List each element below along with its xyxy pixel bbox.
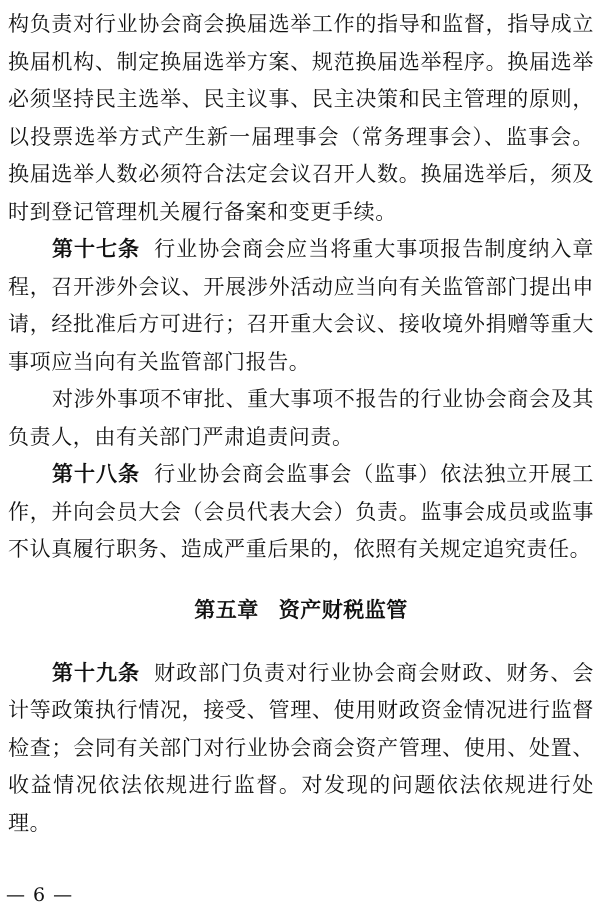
page-number: — 6 —: [6, 884, 74, 906]
article-18-label: 第十八条: [52, 462, 141, 486]
article-18-text: 行业协会商会监事会（监事）依法独立开展工作，并向会员大会（会员代表大会）负责。监事会成员或监事不认真履行职务、造成严重后果的，依照有关规定追究责任。: [8, 462, 595, 561]
chapter-number: 第五章: [194, 597, 259, 622]
article-17-label: 第十七条: [52, 237, 141, 261]
chapter-heading: [8, 595, 594, 625]
document-page: [8, 6, 594, 842]
paragraph-accountability: 对涉外事项不审批、重大事项不报告的行业协会商会及其负责人，由有关部门严肃追责问责。: [8, 387, 594, 449]
chapter-title: 资产财税监管: [278, 597, 408, 622]
article-17-text: 行业协会商会应当将重大事项报告制度纳入章程，召开涉外会议、开展涉外活动应当向有关监管部门提出申请，经批准后方可进行；召开重大会议、接收境外捐赠等重大事项应当向有关监管部门报告。: [8, 237, 595, 374]
article-18: [8, 456, 594, 569]
article-19-label: 第十九条: [52, 660, 141, 685]
article-17: [8, 231, 594, 381]
article-19-text: 财政部门负责对行业协会商会财政、财务、会计等政策执行情况，接受、管理、使用财政资金情况进行监督检查；会同有关部门对行业协会商会资产管理、使用、处置、收益情况依法依规进行监督。对发现的问题依法依规进行处理。: [8, 660, 595, 835]
article-19: [8, 655, 594, 843]
paragraph-continuation: 构负责对行业协会商会换届选举工作的指导和监督，指导成立换届机构、制定换届选举方案、规范换届选举程序。换届选举必须坚持民主选举、民主议事、民主决策和民主管理的原则，以投票选举方式产生新一届理事会（常务理事会）、监事会。换届选举人数必须符合法定会议召开人数。换届选举后，须及时到登记管理机关履行备案和变更手续。: [8, 12, 594, 224]
